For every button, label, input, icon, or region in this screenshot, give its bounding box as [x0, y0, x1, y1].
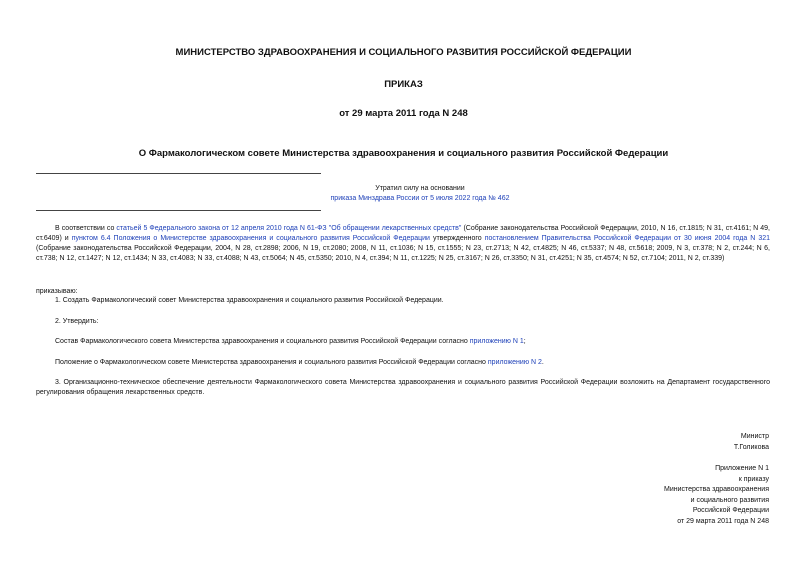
appendix-2-link[interactable]: приложению N 2 — [487, 359, 542, 366]
item-2a-end: ; — [523, 338, 526, 345]
appendix-line-4: и социального развития — [690, 496, 769, 504]
item-2-regulation — [36, 358, 770, 368]
preamble-text-2: (Собрание законодательства Российской Федерации, 2010, N 16, ст.1815; N 31, ст.4161; N 49, ст.6409) и — [36, 225, 770, 242]
status-note-text: Утратил силу на основании — [375, 185, 465, 192]
divider-top — [36, 173, 321, 174]
preamble-text-1: В соответствии со — [55, 225, 117, 232]
item-2-composition — [36, 337, 770, 347]
preamble-text-3: утвержденного — [429, 235, 485, 242]
preamble-paragraph — [36, 224, 770, 264]
document-title: О Фармакологическом совете Министерства здравоохранения и социального развития Российской Федерации — [138, 148, 669, 159]
item-2b-end: . — [541, 359, 544, 366]
appendix-line-2: к приказу — [738, 475, 769, 483]
signature-name: Т.Голикова — [733, 443, 769, 451]
appendix-line-6: от 29 марта 2011 года N 248 — [677, 517, 769, 525]
appendix-line-1: Приложение N 1 — [715, 465, 769, 472]
item-1: 1. Создать Фармакологический совет Министерства здравоохранения и социального развития Российской Федерации. — [55, 297, 444, 304]
law-article-5-link[interactable]: статьей 5 Федерального закона от 12 апреля 2010 года N 61-ФЗ "Об обращении лекарственных средств" — [116, 225, 462, 232]
item-3: 3. Организационно-техническое обеспечение деятельности Фармакологического совета Министерства здравоохранения и социального развития Российской Федерации возложить на Департамент государственного регулирования обращения лекарственных средств. — [36, 379, 770, 396]
signature-position: Министр — [740, 433, 769, 440]
appendix-header — [664, 464, 769, 527]
appendix-line-3: Министерства здравоохранения — [664, 486, 769, 493]
document-date-number: от 29 марта 2011 года N 248 — [339, 108, 468, 119]
regulation-point-6-4-link[interactable]: пунктом 6.4 Положения о Министерстве здравоохранения и социального развития Российской Федерации — [71, 235, 430, 242]
appendix-line-5: Российской Федерации — [692, 507, 769, 514]
appendix-1-link[interactable]: приложению N 1 — [469, 338, 524, 345]
repeal-order-link[interactable]: приказа Минздрава России от 5 июля 2022 года № 462 — [330, 195, 510, 202]
divider-bottom — [36, 210, 321, 211]
government-decree-link[interactable]: постановлением Правительства Российской Федерации от 30 июня 2004 года N 321 — [484, 235, 770, 242]
signature-block — [734, 432, 769, 453]
order-word: приказываю: — [36, 288, 78, 295]
item-2b-text: Положение о Фармакологическом совете Министерства здравоохранения и социального развития Российской Федерации согласно — [55, 359, 488, 366]
status-note — [0, 184, 807, 204]
ministry-heading: МИНИСТЕРСТВО ЗДРАВООХРАНЕНИЯ И СОЦИАЛЬНОГО РАЗВИТИЯ РОССИЙСКОЙ ФЕДЕРАЦИИ — [175, 47, 632, 58]
preamble-text-4: (Собрание законодательства Российской Федерации, 2004, N 28, ст.2898; 2006, N 19, ст.2080; 2008, N 11, ст.1036; N 15, ст.1555; N 23, ст.2713; N 42, ст.4825; N 46, ст.5337; N 48, ст.5618; 2009, N 3, ст.378; N 2, ст.244; N 6, ст.738; N 12, ст.1427; N 12, ст.1434; N 33, ст.4083; N 33, ст.4088; N 43, ст.5064; N 45, ст.5350; 2010, N 4, ст.394; N 11, ст.1225; N 25, ст.3167; N 26, ст.3350; N 31, ст.4251; N 35, ст.4574; N 52, ст.7104; 2011, N 2, ст.339) — [36, 245, 770, 262]
item-2: 2. Утвердить: — [55, 318, 99, 325]
document-type-heading: ПРИКАЗ — [384, 79, 423, 90]
item-2a-text: Состав Фармакологического совета Министерства здравоохранения и социального развития Российской Федерации согласно — [55, 338, 470, 345]
